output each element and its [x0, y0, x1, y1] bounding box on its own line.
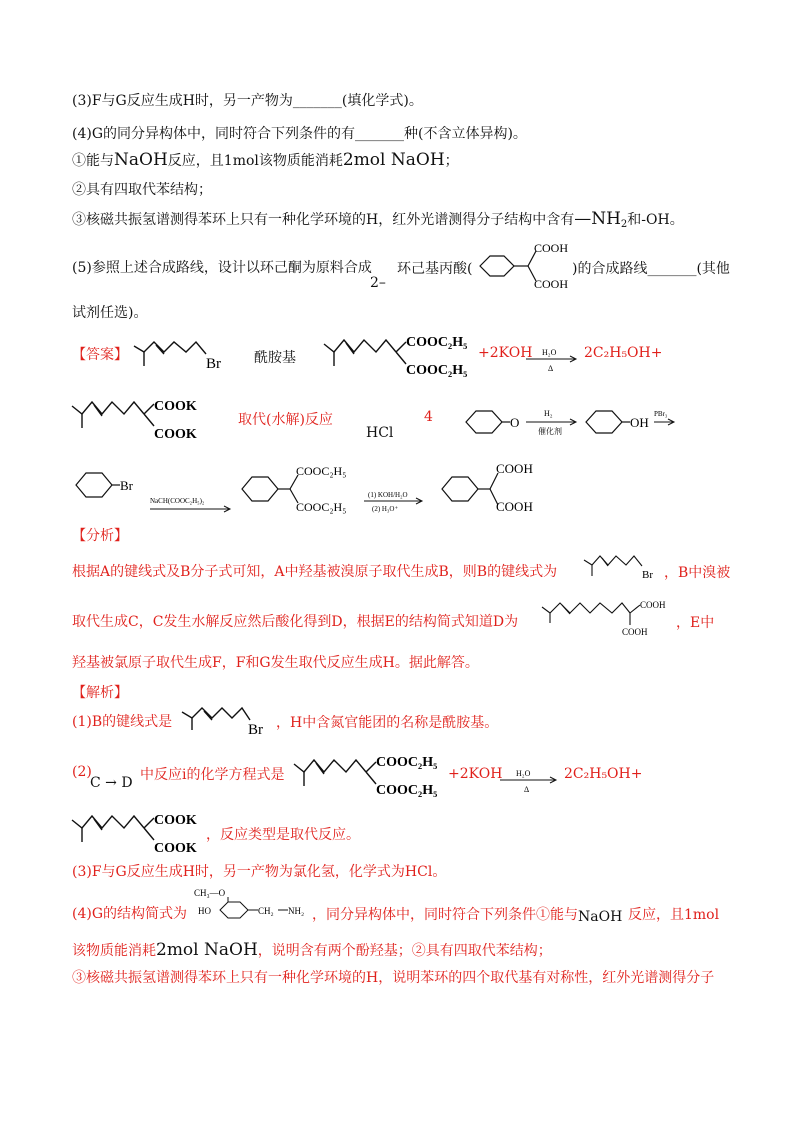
- explain-p4-mid: ，同分异构体中，同时符合下列条件①能与: [312, 907, 578, 923]
- answer-count: 4: [424, 409, 433, 425]
- bromide-br: Br: [120, 478, 133, 493]
- explain-label: 【解析】: [72, 685, 128, 701]
- analysis-line2-text: 取代生成C，C发生水解反应然后酸化得到D，根据E的结构简式知道D为: [72, 614, 519, 630]
- explain-br: Br: [248, 722, 263, 738]
- d-salt-structure: [70, 392, 210, 444]
- explain-ester-top: COOC₂H₅: [376, 755, 438, 770]
- b-skeletal-structure: [132, 334, 232, 374]
- arrow-catalyst: 催化剂: [538, 427, 562, 436]
- question-3: (3)F与G反应生成H时，另一产物为_______(填化学式)。: [72, 93, 423, 109]
- reaction-arrow-2: [496, 765, 562, 795]
- cook-top: COOK: [154, 399, 197, 414]
- explain-p4: [72, 904, 187, 924]
- naoh-amount: 2mol NaOH: [342, 150, 445, 170]
- ester-bottom: COOC₂H₅: [406, 363, 468, 378]
- explain-p1-end: ，H中含氮官能团的名称是酰胺基。: [276, 715, 499, 731]
- nh2-group: —NH: [574, 209, 621, 229]
- reaction-arrow-1: [522, 344, 582, 374]
- explain-naoh-amount: 2mol NaOH: [156, 940, 258, 960]
- analysis-cooh-top: COOH: [640, 600, 666, 610]
- explain-koh: +2KOH: [448, 766, 503, 782]
- arrow-h2o: H₂O: [542, 348, 557, 357]
- arrow-pbr3: PBr₃: [654, 410, 668, 418]
- analysis-br: Br: [642, 569, 653, 581]
- explain-p5: [72, 940, 552, 961]
- route-ester-bottom: COOC₂H₅: [296, 500, 347, 514]
- cond3-end: 和-OH。: [627, 212, 684, 228]
- nh2-subscript: 2: [620, 219, 628, 230]
- q5-route: )的合成路线_______(其他: [572, 261, 730, 277]
- analysis-label: 【分析】: [72, 528, 128, 544]
- analysis-line1-end: ，B中溴被: [664, 565, 731, 581]
- g-structure: [192, 884, 316, 928]
- route-cooh-bottom: COOH: [496, 499, 533, 514]
- arrow-heat: Δ: [548, 364, 554, 373]
- analysis-cooh-bottom: COOH: [622, 627, 648, 637]
- analysis-line3: 羟基被氯原子取代生成F，F和G发生取代反应生成H。据此解答。: [72, 655, 479, 671]
- answer-ethanol: 2C₂H₅OH+: [584, 345, 663, 361]
- answer-reaction-type: 取代(水解)反应: [238, 412, 333, 428]
- q5-name: 环己基丙酸(: [397, 261, 473, 277]
- q5-text: (5)参照上述合成路线，设计以环己酮为原料合成: [72, 260, 372, 276]
- g-methoxy: CH₃—O: [194, 888, 226, 898]
- explain-p1: [72, 712, 172, 732]
- condition-2: ②具有四取代苯结构；: [72, 182, 212, 198]
- g-ch2: CH₂: [258, 906, 274, 916]
- route-cooh-top: COOH: [496, 461, 533, 476]
- analysis-d-structure: [540, 595, 680, 639]
- q5-locant: 2–: [370, 275, 386, 291]
- explain-p5-end: ，说明含有两个酚羟基；②具有四取代苯结构；: [257, 943, 552, 959]
- explain-ester-bottom: COOC₂H₅: [376, 783, 438, 798]
- naoh-formula: NaOH: [114, 150, 168, 170]
- explain-d-salt-structure: [70, 806, 210, 858]
- explain-p2-text: 中反应ⅰ的化学方程式是: [140, 767, 285, 783]
- c-skeletal-structure: [322, 330, 482, 382]
- explain-c-structure: [292, 750, 452, 802]
- explain-naoh: NaOH: [578, 909, 623, 925]
- answer-label: 【答案】: [72, 347, 128, 363]
- explain-p2-end: ，反应类型是取代反应。: [206, 827, 360, 843]
- arrow-h2: H₂: [544, 409, 553, 418]
- cond1-text2: 反应，且1mol该物质能消耗: [167, 153, 343, 169]
- arrow-koh: (1) KOH/H₂O: [368, 491, 408, 499]
- cooh-label-top: COOH: [534, 241, 569, 255]
- explain-b-structure: [180, 702, 270, 738]
- arrow2-h2o: H₂O: [516, 769, 531, 778]
- route-ester-top: COOC₂H₅: [296, 464, 347, 478]
- arrow-reagent: NaCH(COOC₂H₅)₂: [150, 497, 205, 505]
- arrow-acid: (2) H₃O⁺: [372, 505, 399, 513]
- explain-cook-bottom: COOK: [154, 841, 197, 856]
- question-5: [72, 258, 372, 278]
- cook-bottom: COOK: [154, 427, 197, 442]
- question-4: (4)G的同分异构体中，同时符合下列条件的有_______种(不含立体异构)。: [72, 126, 527, 142]
- explain-p1-text: (1)B的键线式是: [72, 714, 173, 730]
- analysis-line2-end: ，E中: [676, 615, 715, 631]
- analysis-line1-text: 根据A的键线式及B分子式可知，A中羟基被溴原子取代生成B，则B的键线式为: [72, 564, 558, 580]
- analysis-line1: [72, 562, 557, 582]
- cond1-end: ；: [444, 153, 459, 169]
- explain-p6: ③核磁共振氢谱测得苯环上只有一种化学环境的H，说明苯环的四个取代基有对称性，红外光谱测得分子: [72, 970, 715, 986]
- condition-1: [72, 150, 459, 171]
- explain-p3: (3)F与G反应生成H时，另一产物为氯化氢，化学式为HCl。: [72, 864, 447, 880]
- answer-amide: 酰胺基: [254, 350, 296, 366]
- explain-p2-number: (2): [72, 764, 92, 780]
- br-label: Br: [206, 356, 221, 372]
- analysis-line2: [72, 612, 518, 632]
- g-hydroxy: HO: [198, 906, 211, 916]
- explain-cook-top: COOK: [154, 813, 197, 828]
- explain-p5-text: 该物质能消耗: [72, 943, 156, 959]
- cyclohexylmalonic-acid-structure: [470, 236, 572, 300]
- answer-hcl: HCl: [366, 425, 394, 441]
- analysis-b-structure: [582, 550, 662, 584]
- cond3-text: ③核磁共振氢谱测得苯环上只有一种化学环境的H，红外光谱测得分子结构中含有: [72, 212, 575, 228]
- synthesis-route-step1: [462, 398, 682, 446]
- cond1-text: ①能与: [72, 153, 114, 169]
- condition-3: [72, 209, 684, 235]
- q5-continued: 试剂任选)。: [72, 305, 148, 321]
- explain-p4-end: 反应，且1mol: [628, 907, 720, 923]
- g-nh2: NH₂: [288, 906, 305, 916]
- ester-top: COOC₂H₅: [406, 335, 468, 350]
- c-to-d: C → D: [90, 775, 133, 791]
- explain-ethanol: 2C₂H₅OH+: [564, 766, 643, 782]
- ketone-o: O: [510, 415, 520, 430]
- synthesis-route-step2: [70, 455, 590, 525]
- explain-p4-text: (4)G的结构简式为: [72, 906, 188, 922]
- alcohol-oh: OH: [630, 415, 649, 430]
- cooh-label-bottom: COOH: [534, 277, 569, 291]
- arrow2-heat: Δ: [524, 785, 530, 794]
- answer-koh: +2KOH: [478, 345, 533, 361]
